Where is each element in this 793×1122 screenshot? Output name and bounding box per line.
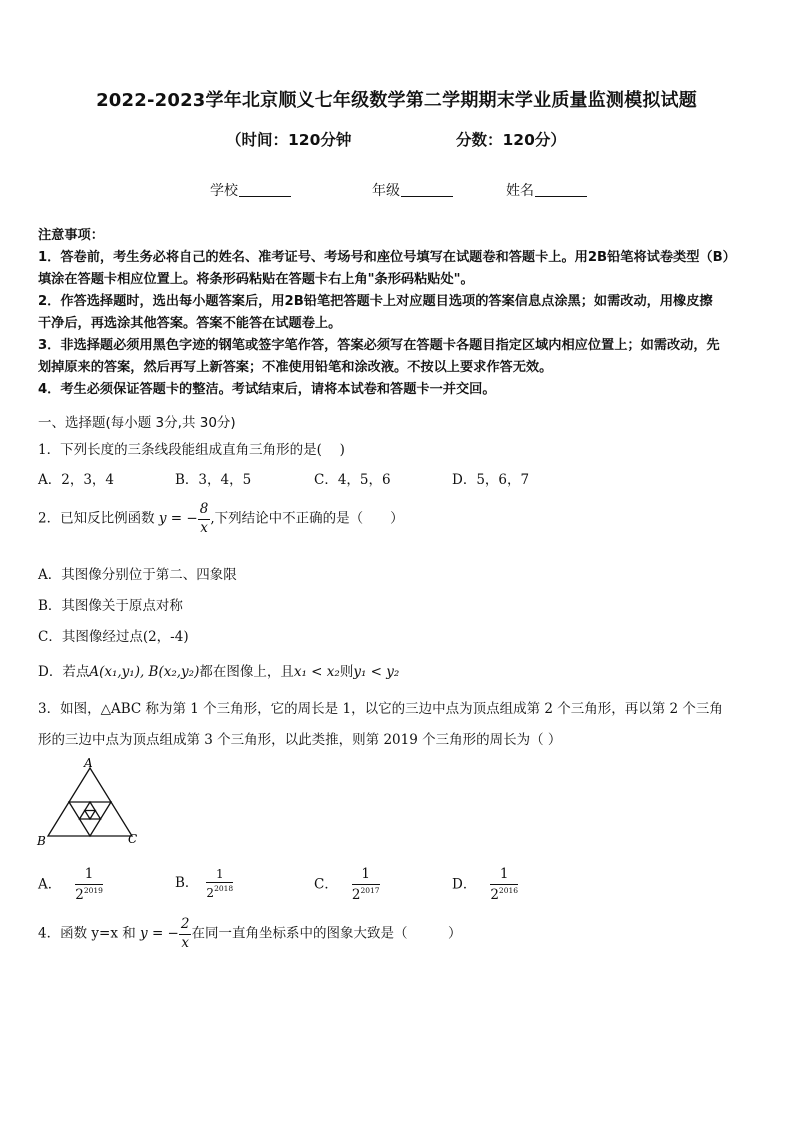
q2-fraction-num: 8 — [198, 503, 211, 520]
name-label: 姓名 — [506, 183, 534, 199]
fraction-num: 1 — [490, 868, 518, 885]
school-label: 学校 — [210, 183, 238, 199]
q1-option-a: A．2，3，4 — [38, 472, 115, 488]
section-heading: 一、选择题(每小题 3分,共 30分) — [38, 415, 236, 431]
notice-line: 4．考生必须保证答题卡的整洁。考试结束后，请将本试卷和答题卡一并交回。 — [38, 382, 496, 397]
q1-option-d: D．5，6，7 — [452, 472, 530, 488]
vertex-label-a: A — [84, 756, 93, 770]
q2-prefix: 2．已知反比例函数 — [38, 510, 155, 527]
q3-option-d-fraction — [490, 868, 518, 902]
notice-line: 3．非选择题必须用黑色字迹的钢笔或签字笔作答，答案必须写在答题卡各题目指定区域内相应位置上；如需改动，先 — [38, 338, 720, 353]
q3-option-c — [314, 868, 380, 902]
notice-line: 划掉原来的答案，然后再写上新答案；不准使用铅笔和涂改液。不按以上要求作答无效。 — [38, 360, 553, 375]
fraction-base: 2 — [206, 886, 215, 900]
exam-time: （时间：120分钟 — [226, 131, 352, 149]
fraction-base: 2 — [351, 886, 361, 903]
q2-option-b: B．其图像关于原点对称 — [38, 598, 183, 614]
grade-field — [372, 180, 453, 200]
q3-option-d — [452, 868, 518, 902]
q2-option-a: A．其图像分别位于第二、四象限 — [38, 567, 237, 583]
grade-label: 年级 — [372, 183, 400, 199]
q3-option-b — [175, 868, 233, 899]
vertex-label-c: C — [128, 832, 138, 846]
q2-stem — [38, 503, 404, 535]
fraction-num: 1 — [75, 868, 103, 885]
q2-option-c: C．其图像经过点(2，-4) — [38, 629, 189, 645]
q2-function-lhs: y = − — [158, 510, 198, 527]
q3-option-b-label: B． — [175, 875, 199, 891]
q4-fraction — [179, 918, 192, 950]
triangle-4 — [85, 811, 96, 820]
fraction-num: 1 — [206, 868, 233, 883]
notice-line: 填涂在答题卡相应位置上。将条形码粘贴在答题卡右上角"条形码粘贴处"。 — [38, 272, 474, 287]
q2-optD-points: A(x₁,y₁), B(x₂,y₂) — [89, 664, 200, 680]
fraction-exp: 2019 — [83, 885, 103, 895]
q2-optD-mid: 都在图像上，且 — [199, 664, 294, 680]
q4-suffix: 在同一直角坐标系中的图象大致是（ ） — [191, 925, 462, 942]
exam-score: 分数：120分） — [456, 131, 566, 149]
q2-optD-result: y₁ < y₂ — [353, 664, 400, 680]
vertex-label-b: B — [37, 834, 46, 848]
q4-stem — [38, 918, 461, 950]
school-blank — [239, 182, 291, 197]
page-title: 2022-2023学年北京顺义七年级数学第二学期期末学业质量监测模拟试题 — [96, 90, 697, 111]
fraction-base: 2 — [75, 886, 84, 903]
q3-line1: 3．如图，△ABC 称为第 1 个三角形，它的周长是 1，以它的三边中点为顶点组成第 2 个三角形，再以第 2 个三角 — [38, 701, 723, 717]
fraction-exp: 2018 — [214, 884, 234, 893]
q3-option-a-label: A． — [38, 876, 62, 893]
q2-fraction-den: x — [200, 519, 208, 536]
name-blank — [535, 182, 587, 197]
q2-optD-prefix: D．若点 — [38, 664, 90, 680]
q4-function-lhs: y = − — [140, 925, 179, 942]
q4-fraction-den: x — [181, 934, 189, 951]
q2-optD-cond: x₁ < x₂ — [293, 664, 340, 680]
grade-blank — [401, 182, 453, 197]
q1-option-b: B．3，4，5 — [175, 472, 252, 488]
fraction-num: 1 — [352, 868, 380, 885]
q3-option-d-label: D． — [452, 876, 477, 893]
q3-option-b-fraction — [206, 868, 233, 899]
q4-prefix: 4．函数 y=x 和 — [38, 925, 136, 942]
q2-optD-then: 则 — [339, 664, 354, 680]
notice-line: 2．作答选择题时，选出每小题答案后，用2B铅笔把答题卡上对应题目选项的答案信息点涂黑；如需改动，用橡皮擦 — [38, 294, 713, 309]
name-field — [506, 180, 587, 200]
q3-option-c-fraction — [352, 868, 380, 902]
q2-fraction — [198, 503, 211, 535]
nested-triangles-figure — [34, 756, 146, 850]
q3-option-a — [38, 868, 103, 902]
notice-line: 干净后，再选涂其他答案。答案不能答在试题卷上。 — [38, 316, 342, 331]
q1-stem: 1．下列长度的三条线段能组成直角三角形的是( ) — [38, 442, 345, 458]
fraction-base: 2 — [490, 886, 499, 903]
q4-fraction-num: 2 — [179, 918, 192, 935]
q2-option-d — [38, 660, 399, 680]
school-field — [210, 180, 291, 200]
notice-line: 1．答卷前，考生务必将自己的姓名、准考证号、考场号和座位号填写在试题卷和答题卡上。用2B铅笔将试卷类型（B） — [38, 250, 736, 265]
q1-option-c: C．4，5，6 — [314, 472, 391, 488]
fraction-exp: 2017 — [360, 885, 380, 895]
q3-option-c-label: C． — [314, 876, 338, 893]
notice-heading: 注意事项： — [38, 228, 104, 243]
q3-line2: 形的三边中点为顶点组成第 3 个三角形，以此类推，则第 2019 个三角形的周长为（ ） — [38, 732, 562, 748]
q2-suffix: ,下列结论中不正确的是（ ） — [210, 510, 404, 527]
fraction-exp: 2016 — [498, 885, 519, 895]
q3-option-a-fraction — [75, 868, 103, 902]
